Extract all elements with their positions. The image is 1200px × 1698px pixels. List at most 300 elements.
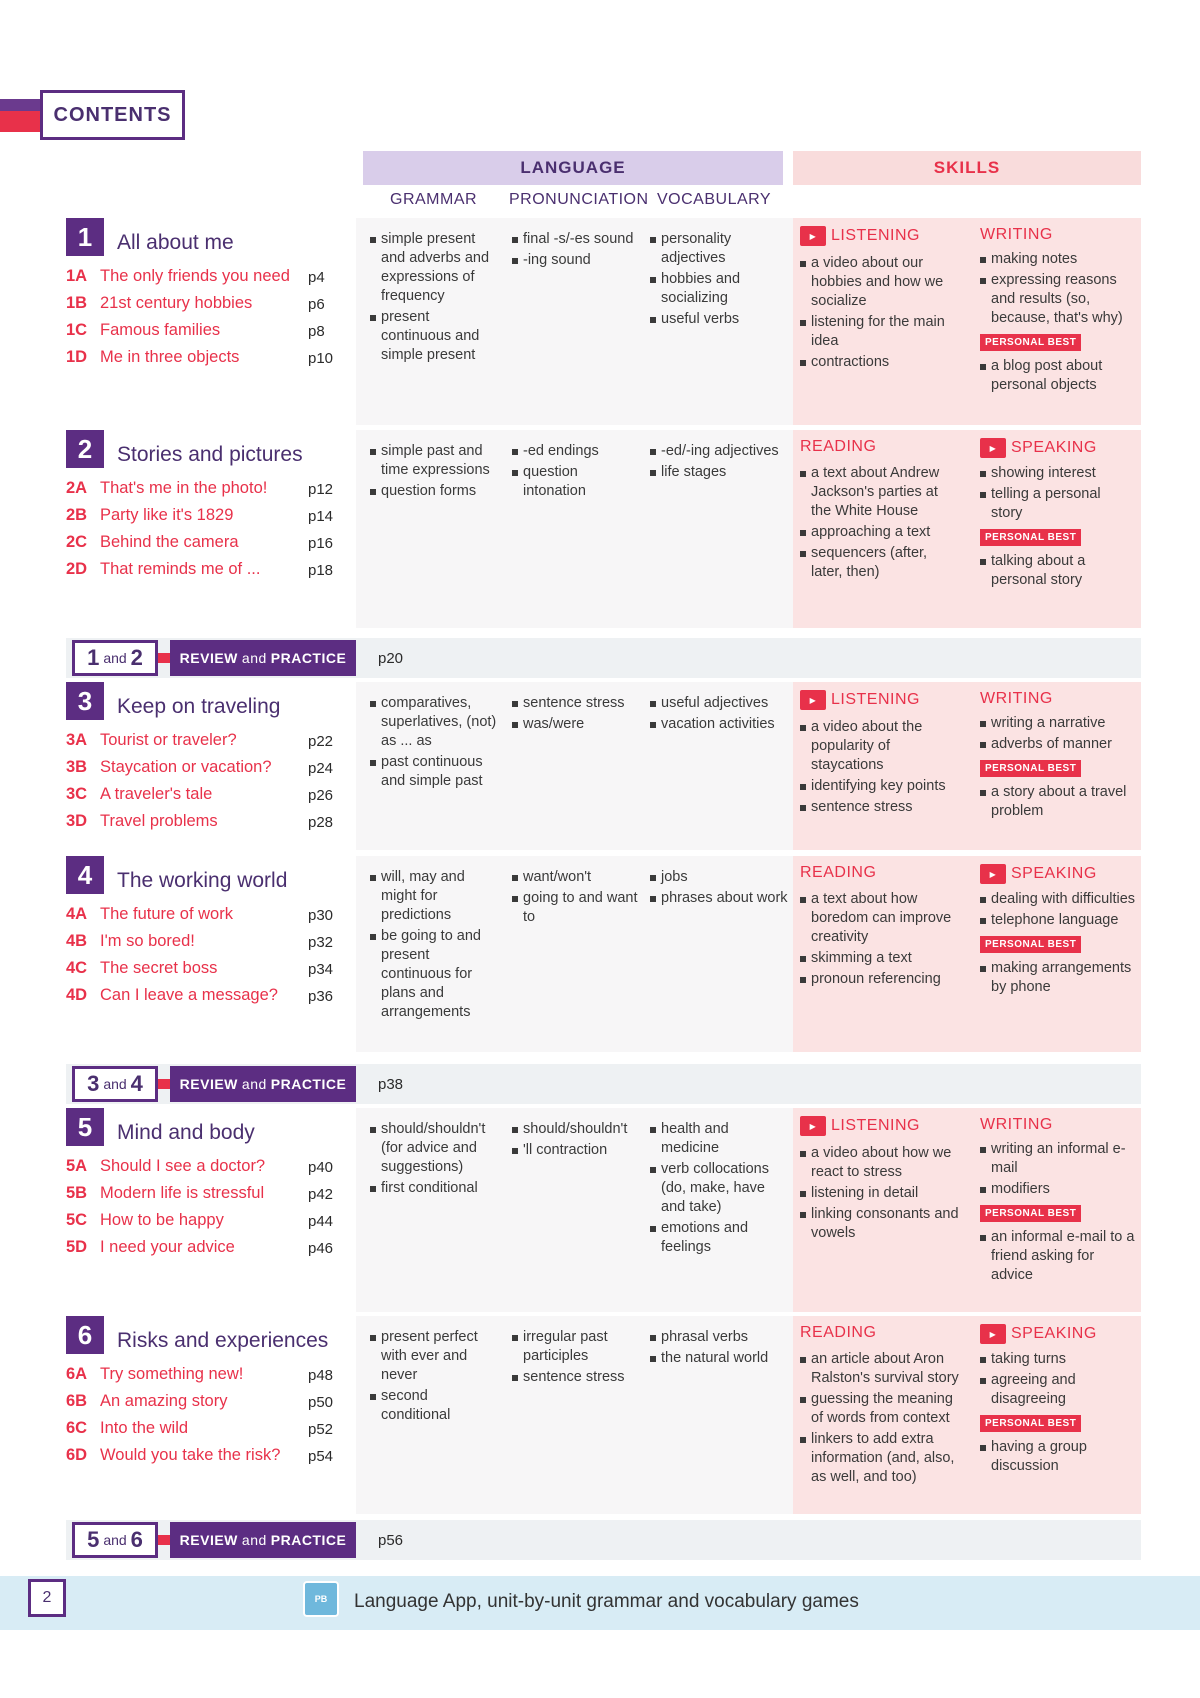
review-and: and bbox=[103, 650, 127, 666]
grammar-cell bbox=[370, 1120, 498, 1200]
unit-number-badge: 3 bbox=[66, 682, 104, 720]
lesson-title: 21st century hobbies bbox=[100, 294, 253, 312]
speaking-heading bbox=[980, 864, 1136, 884]
personal-best-badge: PERSONAL BEST bbox=[980, 1205, 1081, 1222]
lesson-title: An amazing story bbox=[100, 1392, 228, 1410]
review-page-number: p20 bbox=[378, 650, 404, 667]
vocabulary-item: phrasal verbs bbox=[650, 1328, 788, 1347]
lesson-link[interactable] bbox=[66, 348, 239, 367]
writing-label: WRITING bbox=[980, 1116, 1053, 1133]
unit-title[interactable]: All about me bbox=[117, 231, 234, 254]
grammar-cell bbox=[370, 694, 498, 793]
reading-item: skimming a text bbox=[800, 949, 960, 968]
speaking-items bbox=[980, 890, 1136, 930]
speaking-item: showing interest bbox=[980, 464, 1136, 483]
lesson-page-number: p30 bbox=[308, 907, 334, 924]
lesson-code: 6D bbox=[66, 1446, 88, 1464]
video-icon: ▶ bbox=[980, 438, 1006, 458]
review-label: REVIEW bbox=[179, 650, 238, 666]
unit-title[interactable]: Risks and experiences bbox=[117, 1329, 329, 1352]
lesson-page-number: p8 bbox=[308, 323, 325, 340]
pronunciation-item: -ing sound bbox=[512, 251, 642, 270]
lesson-title: Try something new! bbox=[100, 1365, 244, 1383]
review-and: and bbox=[103, 1076, 127, 1092]
pronunciation-cell bbox=[512, 1328, 642, 1389]
lesson-code: 2C bbox=[66, 533, 88, 551]
lesson-code: 5C bbox=[66, 1211, 88, 1229]
lesson-link[interactable] bbox=[66, 758, 272, 777]
listening-label: LISTENING bbox=[831, 691, 920, 708]
lesson-code: 4A bbox=[66, 905, 88, 923]
grammar-item: question forms bbox=[370, 482, 498, 501]
speaking-item: dealing with difficulties bbox=[980, 890, 1136, 909]
listening-label: LISTENING bbox=[831, 227, 920, 244]
review-and-label: and bbox=[241, 1076, 267, 1092]
review-red-accent bbox=[158, 653, 170, 663]
vocabulary-item: personality adjectives bbox=[650, 230, 788, 268]
lesson-link[interactable] bbox=[66, 560, 260, 579]
grammar-item: present continuous and simple present bbox=[370, 308, 498, 365]
personal-best-badge: PERSONAL BEST bbox=[980, 1415, 1081, 1432]
reading-items bbox=[800, 464, 960, 582]
lesson-page-number: p32 bbox=[308, 934, 334, 951]
writing-skill-column bbox=[980, 1116, 1136, 1287]
lesson-link[interactable] bbox=[66, 1365, 243, 1384]
writing-item: writing a narrative bbox=[980, 714, 1136, 733]
unit-number-badge: 1 bbox=[66, 218, 104, 256]
writing-label: WRITING bbox=[980, 226, 1053, 243]
lesson-link[interactable] bbox=[66, 731, 237, 750]
speaking-label: SPEAKING bbox=[1011, 439, 1097, 456]
unit-title[interactable]: Keep on traveling bbox=[117, 695, 281, 718]
video-icon: ▶ bbox=[800, 690, 826, 710]
unit-title[interactable]: Mind and body bbox=[117, 1121, 255, 1144]
grammar-cell bbox=[370, 442, 498, 503]
lesson-link[interactable] bbox=[66, 506, 233, 525]
lesson-title: Into the wild bbox=[100, 1419, 189, 1437]
footer-app-text: Language App, unit-by-unit grammar and vocabulary games bbox=[354, 1591, 859, 1612]
reading-item: approaching a text bbox=[800, 523, 960, 542]
writing-item: modifiers bbox=[980, 1180, 1136, 1199]
reading-skill-column bbox=[800, 1324, 960, 1489]
grammar-cell bbox=[370, 1328, 498, 1427]
lesson-code: 5A bbox=[66, 1157, 88, 1175]
lesson-link[interactable] bbox=[66, 785, 212, 804]
lesson-page-number: p50 bbox=[308, 1394, 334, 1411]
listening-item: identifying key points bbox=[800, 777, 960, 796]
lesson-page-number: p40 bbox=[308, 1159, 334, 1176]
grammar-column-header: GRAMMAR bbox=[390, 191, 478, 208]
grammar-item: simple present and adverbs and expressions of frequency bbox=[370, 230, 498, 306]
reading-skill-column bbox=[800, 438, 960, 584]
pronunciation-item: -ed endings bbox=[512, 442, 642, 461]
writing-item: adverbs of manner bbox=[980, 735, 1136, 754]
lesson-link[interactable] bbox=[66, 321, 220, 340]
grammar-item: should/shouldn't (for advice and suggestions) bbox=[370, 1120, 498, 1177]
listening-item: linking consonants and vowels bbox=[800, 1205, 960, 1243]
reading-item: sequencers (after, later, then) bbox=[800, 544, 960, 582]
lesson-code: 3B bbox=[66, 758, 88, 776]
listening-item: sentence stress bbox=[800, 798, 960, 817]
listening-items bbox=[800, 254, 960, 372]
vocabulary-item: -ed/-ing adjectives bbox=[650, 442, 788, 461]
writing-items bbox=[980, 1140, 1136, 1199]
lesson-page-number: p54 bbox=[308, 1448, 334, 1465]
lesson-link[interactable] bbox=[66, 1392, 227, 1411]
lesson-title: The future of work bbox=[100, 905, 233, 923]
reading-heading bbox=[800, 864, 960, 882]
listening-heading bbox=[800, 690, 960, 710]
pronunciation-cell bbox=[512, 230, 642, 272]
reading-item: linkers to add extra information (and, also, as well, and too) bbox=[800, 1430, 960, 1487]
pronunciation-cell bbox=[512, 868, 642, 929]
lesson-code: 6B bbox=[66, 1392, 88, 1410]
writing-item: expressing reasons and results (so, because, that's why) bbox=[980, 271, 1136, 328]
vocabulary-cell bbox=[650, 868, 788, 910]
personal-best-item: a blog post about personal objects bbox=[980, 357, 1136, 395]
lesson-title: Staycation or vacation? bbox=[100, 758, 272, 776]
lesson-page-number: p4 bbox=[308, 269, 325, 286]
review-and: and bbox=[103, 1532, 127, 1548]
lesson-code: 4C bbox=[66, 959, 88, 977]
lesson-title: Behind the camera bbox=[100, 533, 239, 551]
lesson-title: The only friends you need bbox=[100, 267, 290, 285]
lesson-code: 4B bbox=[66, 932, 88, 950]
speaking-item: agreeing and disagreeing bbox=[980, 1371, 1136, 1409]
reading-items bbox=[800, 890, 960, 989]
pronunciation-item: should/shouldn't bbox=[512, 1120, 642, 1139]
listening-heading bbox=[800, 226, 960, 246]
speaking-label: SPEAKING bbox=[1011, 865, 1097, 882]
personal-best-items bbox=[980, 1228, 1136, 1285]
vocabulary-cell bbox=[650, 1328, 788, 1370]
personal-best-badge: PERSONAL BEST bbox=[980, 760, 1081, 777]
review-units-box bbox=[72, 1522, 158, 1558]
lesson-link[interactable] bbox=[66, 533, 239, 552]
skills-header: SKILLS bbox=[793, 151, 1141, 185]
pronunciation-item: sentence stress bbox=[512, 1368, 642, 1387]
lesson-page-number: p10 bbox=[308, 350, 334, 367]
review-practice-link[interactable] bbox=[170, 1522, 356, 1558]
personal-best-badge: PERSONAL BEST bbox=[980, 529, 1081, 546]
writing-items bbox=[980, 714, 1136, 754]
lesson-title: Can I leave a message? bbox=[100, 986, 278, 1004]
lesson-page-number: p52 bbox=[308, 1421, 334, 1438]
pronunciation-item: irregular past participles bbox=[512, 1328, 642, 1366]
contents-title: CONTENTS bbox=[40, 90, 185, 140]
writing-skill-column bbox=[980, 226, 1136, 397]
vocabulary-item: useful verbs bbox=[650, 310, 788, 329]
lesson-link[interactable] bbox=[66, 1446, 280, 1465]
lesson-title: Famous families bbox=[100, 321, 221, 339]
lesson-code: 4D bbox=[66, 986, 88, 1004]
lesson-title: A traveler's tale bbox=[100, 785, 213, 803]
review-label: REVIEW bbox=[179, 1076, 238, 1092]
writing-item: writing an informal e-mail bbox=[980, 1140, 1136, 1178]
lesson-link[interactable] bbox=[66, 1157, 265, 1176]
vocabulary-item: hobbies and socializing bbox=[650, 270, 788, 308]
writing-label: WRITING bbox=[980, 690, 1053, 707]
lesson-page-number: p28 bbox=[308, 814, 334, 831]
page-number: 2 bbox=[28, 1579, 66, 1617]
lesson-code: 2D bbox=[66, 560, 88, 578]
lesson-code: 3D bbox=[66, 812, 88, 830]
language-header: LANGUAGE bbox=[363, 151, 783, 185]
speaking-item: taking turns bbox=[980, 1350, 1136, 1369]
lesson-title: Travel problems bbox=[100, 812, 218, 830]
lesson-link[interactable] bbox=[66, 932, 195, 951]
personal-best-items bbox=[980, 1438, 1136, 1476]
review-practice-link[interactable] bbox=[170, 1066, 356, 1102]
lesson-link[interactable] bbox=[66, 267, 290, 286]
video-icon: ▶ bbox=[980, 864, 1006, 884]
grammar-item: second conditional bbox=[370, 1387, 498, 1425]
personal-best-items bbox=[980, 357, 1136, 395]
reading-skill-column bbox=[800, 864, 960, 991]
review-unit-a: 1 bbox=[87, 645, 100, 670]
reading-heading bbox=[800, 1324, 960, 1342]
app-icon: PB bbox=[303, 1581, 339, 1617]
listening-items bbox=[800, 718, 960, 817]
listening-heading bbox=[800, 1116, 960, 1136]
lesson-page-number: p26 bbox=[308, 787, 334, 804]
unit-number-badge: 5 bbox=[66, 1108, 104, 1146]
writing-heading bbox=[980, 226, 1136, 244]
video-icon: ▶ bbox=[800, 226, 826, 246]
vocabulary-item: phrases about work bbox=[650, 889, 788, 908]
lesson-title: That's me in the photo! bbox=[100, 479, 268, 497]
pronunciation-item: question intonation bbox=[512, 463, 642, 501]
lesson-link[interactable] bbox=[66, 294, 252, 313]
writing-item: making notes bbox=[980, 250, 1136, 269]
lesson-title: Would you take the risk? bbox=[100, 1446, 281, 1464]
lesson-link[interactable] bbox=[66, 479, 267, 498]
speaking-heading bbox=[980, 438, 1136, 458]
lesson-title: Party like it's 1829 bbox=[100, 506, 234, 524]
speaking-skill-column bbox=[980, 864, 1136, 999]
review-page-number: p38 bbox=[378, 1076, 404, 1093]
unit-number-badge: 4 bbox=[66, 856, 104, 894]
listening-item: a video about our hobbies and how we socialize bbox=[800, 254, 960, 311]
lesson-title: Should I see a doctor? bbox=[100, 1157, 266, 1175]
lesson-code: 1C bbox=[66, 321, 88, 339]
speaking-item: telling a personal story bbox=[980, 485, 1136, 523]
review-and-label: and bbox=[241, 650, 267, 666]
lesson-link[interactable] bbox=[66, 1211, 224, 1230]
vocabulary-item: vacation activities bbox=[650, 715, 788, 734]
personal-best-badge: PERSONAL BEST bbox=[980, 936, 1081, 953]
personal-best-item: talking about a personal story bbox=[980, 552, 1136, 590]
lesson-code: 3A bbox=[66, 731, 88, 749]
personal-best-item: having a group discussion bbox=[980, 1438, 1136, 1476]
speaking-items bbox=[980, 1350, 1136, 1409]
vocabulary-item: health and medicine bbox=[650, 1120, 788, 1158]
review-red-accent bbox=[158, 1535, 170, 1545]
personal-best-items bbox=[980, 552, 1136, 590]
speaking-skill-column bbox=[980, 1324, 1136, 1478]
review-page-number: p56 bbox=[378, 1532, 404, 1549]
reading-item: guessing the meaning of words from context bbox=[800, 1390, 960, 1428]
review-units-box bbox=[72, 640, 158, 676]
practice-label: PRACTICE bbox=[270, 650, 347, 666]
pronunciation-cell bbox=[512, 694, 642, 736]
lesson-title: That reminds me of ... bbox=[100, 560, 261, 578]
vocabulary-cell bbox=[650, 230, 788, 331]
lesson-code: 5D bbox=[66, 1238, 88, 1256]
grammar-item: present perfect with ever and never bbox=[370, 1328, 498, 1385]
video-icon: ▶ bbox=[980, 1324, 1006, 1344]
lesson-title: Tourist or traveler? bbox=[100, 731, 237, 749]
reading-items bbox=[800, 1350, 960, 1487]
lesson-page-number: p14 bbox=[308, 508, 334, 525]
pronunciation-item: was/were bbox=[512, 715, 642, 734]
personal-best-item: a story about a travel problem bbox=[980, 783, 1136, 821]
lesson-title: Me in three objects bbox=[100, 348, 240, 366]
lesson-page-number: p44 bbox=[308, 1213, 334, 1230]
unit-title[interactable]: Stories and pictures bbox=[117, 443, 303, 466]
lesson-code: 6A bbox=[66, 1365, 88, 1383]
speaking-item: telephone language bbox=[980, 911, 1136, 930]
reading-label: READING bbox=[800, 438, 877, 455]
review-unit-b: 4 bbox=[130, 1071, 143, 1096]
lesson-link[interactable] bbox=[66, 959, 217, 978]
practice-label: PRACTICE bbox=[270, 1076, 347, 1092]
unit-title[interactable]: The working world bbox=[117, 869, 288, 892]
reading-label: READING bbox=[800, 1324, 877, 1341]
lesson-page-number: p6 bbox=[308, 296, 325, 313]
listening-item: listening in detail bbox=[800, 1184, 960, 1203]
lesson-page-number: p22 bbox=[308, 733, 334, 750]
writing-items bbox=[980, 250, 1136, 328]
lesson-code: 5B bbox=[66, 1184, 88, 1202]
pronunciation-item: final -s/-es sound bbox=[512, 230, 642, 249]
grammar-cell bbox=[370, 868, 498, 1024]
lesson-page-number: p24 bbox=[308, 760, 334, 777]
grammar-cell bbox=[370, 230, 498, 367]
contents-accent-bar-purple bbox=[0, 99, 40, 111]
lesson-code: 1D bbox=[66, 348, 88, 366]
lesson-page-number: p12 bbox=[308, 481, 334, 498]
personal-best-items bbox=[980, 959, 1136, 997]
lesson-link[interactable] bbox=[66, 986, 278, 1005]
listening-skill-column bbox=[800, 226, 960, 374]
reading-label: READING bbox=[800, 864, 877, 881]
lesson-title: I need your advice bbox=[100, 1238, 235, 1256]
pronunciation-item: 'll contraction bbox=[512, 1141, 642, 1160]
lesson-link[interactable] bbox=[66, 905, 233, 924]
vocabulary-column-header: VOCABULARY bbox=[657, 191, 772, 208]
listening-item: a video about the popularity of staycations bbox=[800, 718, 960, 775]
unit-number-badge: 2 bbox=[66, 430, 104, 468]
review-units-box bbox=[72, 1066, 158, 1102]
lesson-link[interactable] bbox=[66, 1238, 235, 1257]
lesson-link[interactable] bbox=[66, 1184, 264, 1203]
pronunciation-cell bbox=[512, 442, 642, 503]
reading-item: an article about Aron Ralston's survival story bbox=[800, 1350, 960, 1388]
listening-label: LISTENING bbox=[831, 1117, 920, 1134]
grammar-item: will, may and might for predictions bbox=[370, 868, 498, 925]
vocabulary-item: verb collocations (do, make, have and take) bbox=[650, 1160, 788, 1217]
lesson-page-number: p16 bbox=[308, 535, 334, 552]
personal-best-item: making arrangements by phone bbox=[980, 959, 1136, 997]
personal-best-badge: PERSONAL BEST bbox=[980, 334, 1081, 351]
video-icon: ▶ bbox=[800, 1116, 826, 1136]
pronunciation-column-header: PRONUNCIATION bbox=[509, 191, 649, 208]
reading-item: a text about Andrew Jackson's parties at the White House bbox=[800, 464, 960, 521]
pronunciation-item: sentence stress bbox=[512, 694, 642, 713]
lesson-code: 2B bbox=[66, 506, 88, 524]
listening-skill-column bbox=[800, 690, 960, 819]
vocabulary-cell bbox=[650, 442, 788, 484]
speaking-heading bbox=[980, 1324, 1136, 1344]
lesson-code: 1A bbox=[66, 267, 88, 285]
lesson-title: Modern life is stressful bbox=[100, 1184, 265, 1202]
speaking-skill-column bbox=[980, 438, 1136, 592]
lesson-page-number: p36 bbox=[308, 988, 334, 1005]
practice-label: PRACTICE bbox=[270, 1532, 347, 1548]
writing-heading bbox=[980, 1116, 1136, 1134]
listening-items bbox=[800, 1144, 960, 1243]
review-unit-a: 5 bbox=[87, 1527, 100, 1552]
grammar-item: first conditional bbox=[370, 1179, 498, 1198]
reading-heading bbox=[800, 438, 960, 456]
lesson-page-number: p34 bbox=[308, 961, 334, 978]
lesson-code: 3C bbox=[66, 785, 88, 803]
listening-skill-column bbox=[800, 1116, 960, 1245]
lesson-page-number: p48 bbox=[308, 1367, 334, 1384]
personal-best-items bbox=[980, 783, 1136, 821]
grammar-item: comparatives, superlatives, (not) as ... as bbox=[370, 694, 498, 751]
writing-heading bbox=[980, 690, 1136, 708]
review-red-accent bbox=[158, 1079, 170, 1089]
pronunciation-cell bbox=[512, 1120, 642, 1162]
vocabulary-item: life stages bbox=[650, 463, 788, 482]
review-unit-b: 2 bbox=[130, 645, 143, 670]
reading-item: pronoun referencing bbox=[800, 970, 960, 989]
grammar-item: be going to and present continuous for plans and arrangements bbox=[370, 927, 498, 1022]
review-unit-b: 6 bbox=[130, 1527, 143, 1552]
lesson-page-number: p18 bbox=[308, 562, 334, 579]
grammar-item: past continuous and simple past bbox=[370, 753, 498, 791]
pronunciation-item: want/won't bbox=[512, 868, 642, 887]
vocabulary-item: emotions and feelings bbox=[650, 1219, 788, 1257]
lesson-page-number: p46 bbox=[308, 1240, 334, 1257]
listening-item: contractions bbox=[800, 353, 960, 372]
vocabulary-cell bbox=[650, 694, 788, 736]
lesson-title: The secret boss bbox=[100, 959, 218, 977]
speaking-items bbox=[980, 464, 1136, 523]
vocabulary-item: jobs bbox=[650, 868, 788, 887]
lesson-title: I'm so bored! bbox=[100, 932, 195, 950]
pronunciation-item: going to and want to bbox=[512, 889, 642, 927]
lesson-link[interactable] bbox=[66, 812, 218, 831]
vocabulary-item: useful adjectives bbox=[650, 694, 788, 713]
personal-best-item: an informal e-mail to a friend asking for advice bbox=[980, 1228, 1136, 1285]
lesson-link[interactable] bbox=[66, 1419, 188, 1438]
vocabulary-cell bbox=[650, 1120, 788, 1259]
lesson-page-number: p42 bbox=[308, 1186, 334, 1203]
reading-item: a text about how boredom can improve creativity bbox=[800, 890, 960, 947]
listening-item: a video about how we react to stress bbox=[800, 1144, 960, 1182]
review-and-label: and bbox=[241, 1532, 267, 1548]
vocabulary-item: the natural world bbox=[650, 1349, 788, 1368]
lesson-code: 2A bbox=[66, 479, 88, 497]
review-practice-link[interactable] bbox=[170, 640, 356, 676]
speaking-label: SPEAKING bbox=[1011, 1325, 1097, 1342]
lesson-code: 1B bbox=[66, 294, 88, 312]
lesson-title: How to be happy bbox=[100, 1211, 224, 1229]
review-label: REVIEW bbox=[179, 1532, 238, 1548]
